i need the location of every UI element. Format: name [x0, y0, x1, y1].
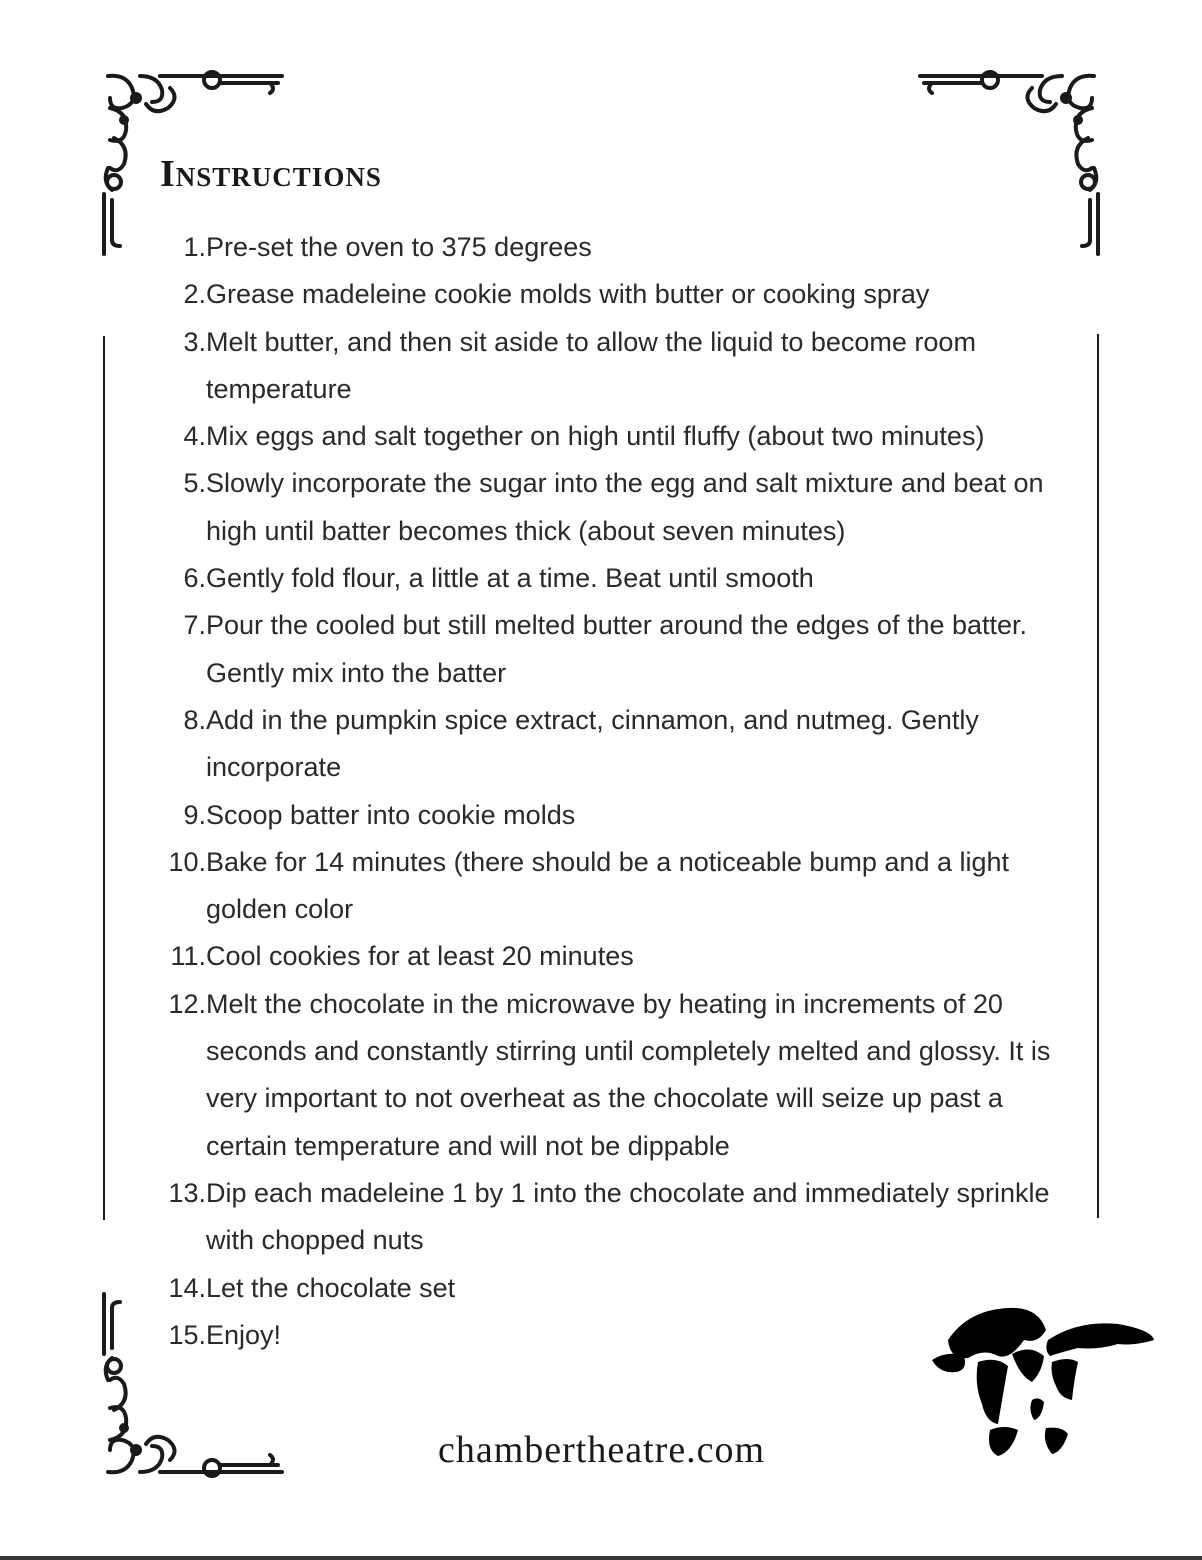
step-number: 7. — [183, 610, 206, 641]
list-item — [160, 319, 1060, 414]
step-text: Let the chocolate set — [206, 1272, 456, 1303]
list-item — [160, 413, 1060, 460]
step-number: 3. — [183, 326, 206, 357]
list-item — [160, 839, 1060, 934]
step-text: Gently fold flour, a little at a time. Beat until smooth — [206, 563, 814, 594]
list-item — [160, 981, 1060, 1170]
step-number: 2. — [183, 279, 206, 310]
step-number: 13. — [168, 1177, 206, 1208]
list-item — [160, 933, 1060, 980]
theatre-logo-icon — [928, 1300, 1158, 1460]
step-text: Melt butter, and then sit aside to allow the liquid to become room temperature — [206, 326, 976, 404]
step-number: 9. — [183, 799, 206, 830]
step-number: 10. — [168, 846, 206, 877]
step-text: Grease madeleine cookie molds with butter or cooking spray — [206, 279, 930, 310]
list-item — [160, 555, 1060, 602]
page-title: Instructions — [160, 153, 382, 195]
step-text: Enjoy! — [206, 1319, 282, 1350]
list-item — [160, 792, 1060, 839]
list-item — [160, 697, 1060, 792]
step-text: Bake for 14 minutes (there should be a noticeable bump and a light golden color — [206, 846, 1010, 925]
list-item — [160, 1312, 1060, 1359]
step-number: 15. — [168, 1319, 206, 1350]
step-number: 8. — [183, 704, 206, 735]
step-text: Slowly incorporate the sugar into the egg and salt mixture and beat on high until batter becomes thick (about seven minutes) — [206, 468, 1044, 546]
step-number: 5. — [183, 468, 206, 499]
step-text: Pour the cooled but still melted butter around the edges of the batter. Gently mix into the batter — [206, 610, 1028, 688]
step-text: Dip each madeleine 1 by 1 into the chocolate and immediately sprinkle with chopped nuts — [206, 1177, 1050, 1256]
list-item — [160, 1265, 1060, 1312]
step-number: 6. — [183, 563, 206, 594]
left-border-rule — [103, 336, 105, 1220]
step-number: 11. — [170, 941, 206, 972]
page-bottom-rule — [0, 1556, 1202, 1560]
list-item — [160, 224, 1060, 271]
step-number: 12. — [168, 988, 206, 1019]
step-text: Mix eggs and salt together on high until fluffy (about two minutes) — [206, 421, 985, 452]
list-item — [160, 271, 1060, 318]
list-item — [160, 1170, 1060, 1265]
website-url: chambertheatre.com — [438, 1429, 766, 1471]
right-border-rule — [1097, 334, 1099, 1218]
list-item — [160, 602, 1060, 697]
step-text: Add in the pumpkin spice extract, cinnamon, and nutmeg. Gently incorporate — [206, 704, 979, 783]
list-item — [160, 460, 1060, 555]
step-text: Scoop batter into cookie molds — [206, 799, 576, 830]
step-number: 4. — [183, 421, 206, 452]
step-number: 14. — [168, 1272, 206, 1303]
step-text: Cool cookies for at least 20 minutes — [206, 941, 634, 972]
instruction-list — [160, 224, 1060, 1359]
step-text: Melt the chocolate in the microwave by heating in increments of 20 seconds and constantly stirring until completely melted and glossy. It is very important to not overheat as the chocolate will seize up past a certain temperature and will not be dippable — [206, 988, 1051, 1161]
step-number: 1. — [183, 232, 206, 262]
step-text: Pre-set the oven to 375 degrees — [206, 232, 592, 262]
